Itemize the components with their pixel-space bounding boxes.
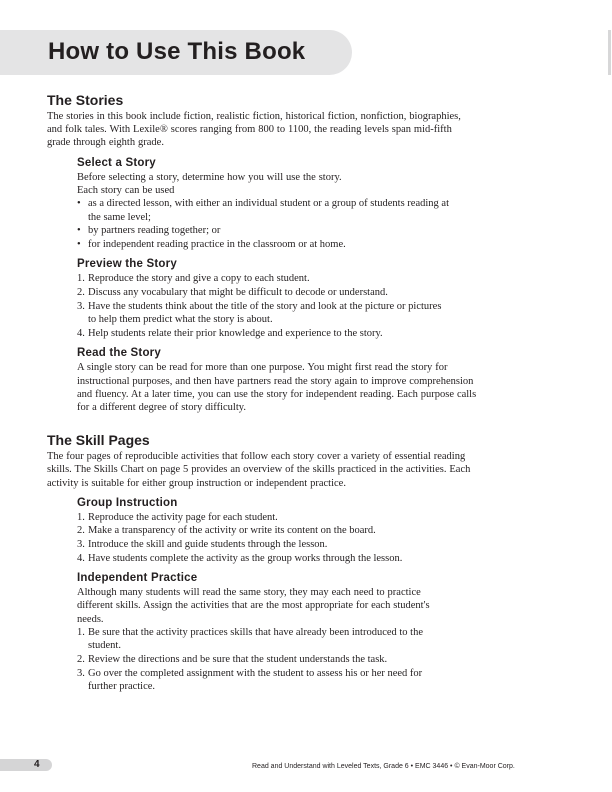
list-item: 1. Reproduce the activity page for each student. <box>77 511 278 523</box>
page-number: 4 <box>34 759 40 770</box>
list-item: 2. Review the directions and be sure that the student understands the task. <box>77 653 388 665</box>
preview-story-section <box>77 257 495 340</box>
subheading-group-instruction: Group Instruction <box>77 496 178 509</box>
skills-intro: The four pages of reproducible activities that follow each story cover a variety of essential reading skills. The Skills Chart on page 5 provides an overview of the skills practiced in the activities. Each activity is suitable for either group instruction or independent practice. <box>47 451 471 489</box>
list-item: 2. Discuss any vocabulary that might be difficult to decode or understand. <box>77 286 388 298</box>
preview-steps <box>77 272 452 340</box>
list-item: 4. Have students complete the activity as the group works through the lesson. <box>77 552 403 564</box>
select-story-line: Each story can be used <box>77 184 175 196</box>
list-item: 4. Help students relate their prior knowledge and experience to the story. <box>77 327 383 339</box>
list-item: • for independent reading practice in the classroom or at home. <box>77 238 346 250</box>
edge-marker <box>608 30 611 75</box>
list-item: 1. Be sure that the activity practices skills that have already been introduced to the student. <box>77 626 424 652</box>
section-title-skill-pages: The Skill Pages <box>47 432 150 449</box>
independent-steps <box>77 626 445 694</box>
bullet-icon: • <box>77 238 81 250</box>
bullet-icon: • <box>77 225 81 237</box>
bullet-icon: • <box>77 198 81 210</box>
subheading-read-story: Read the Story <box>77 347 161 360</box>
group-steps <box>77 511 477 565</box>
read-story-text: A single story can be read for more than one purpose. You might first read the story for instructional purposes, and then have partners read the story again to improve comprehension and fluency. At a later time, you can use the story for independent reading. Each purpose calls for a different degree of story difficulty. <box>77 362 477 413</box>
group-instruction-section <box>77 496 495 565</box>
select-story-line: Before selecting a story, determine how you will use the story. <box>77 171 342 183</box>
page-content <box>47 92 495 694</box>
section-title-stories: The Stories <box>47 92 124 108</box>
list-item: 2. Make a transparency of the activity or write its content on the board. <box>77 525 376 537</box>
list-item: • as a directed lesson, with either an individual student or a group of students reading at the same level; <box>77 198 449 223</box>
page-number-tab <box>0 759 52 771</box>
usage-list <box>77 197 457 251</box>
read-story-section <box>77 346 495 414</box>
subheading-select-story: Select a Story <box>77 156 156 169</box>
select-story-section <box>77 156 495 252</box>
independent-practice-text: Although many students will read the same story, they may each need to practice different skills. Assign the activities that are the most appropriate for each student's needs. <box>77 587 430 625</box>
page-title: How to Use This Book <box>48 38 306 65</box>
footer-credit: Read and Understand with Leveled Texts, Grade 6 • EMC 3446 • © Evan-Moor Corp. <box>252 763 515 770</box>
list-item: • by partners reading together; or <box>77 225 221 237</box>
independent-practice-section <box>77 571 495 694</box>
subheading-independent-practice: Independent Practice <box>77 572 198 585</box>
list-item: 3. Introduce the skill and guide students through the lesson. <box>77 538 328 550</box>
stories-intro: The stories in this book include fiction, realistic fiction, historical fiction, nonfiction, biographies, and folk tales. With Lexile® scores ranging from 800 to 1100, the reading levels span mid-fifth grade through eighth grade. <box>47 111 461 149</box>
list-item: 1. Reproduce the story and give a copy to each student. <box>77 273 310 285</box>
list-item: 3. Have the students think about the title of the story and look at the picture or pictures to help them predict what the story is about. <box>77 300 442 326</box>
list-item: 3. Go over the completed assignment with the student to assess his or her need for further practice. <box>77 667 423 693</box>
subheading-preview-story: Preview the Story <box>77 258 177 271</box>
